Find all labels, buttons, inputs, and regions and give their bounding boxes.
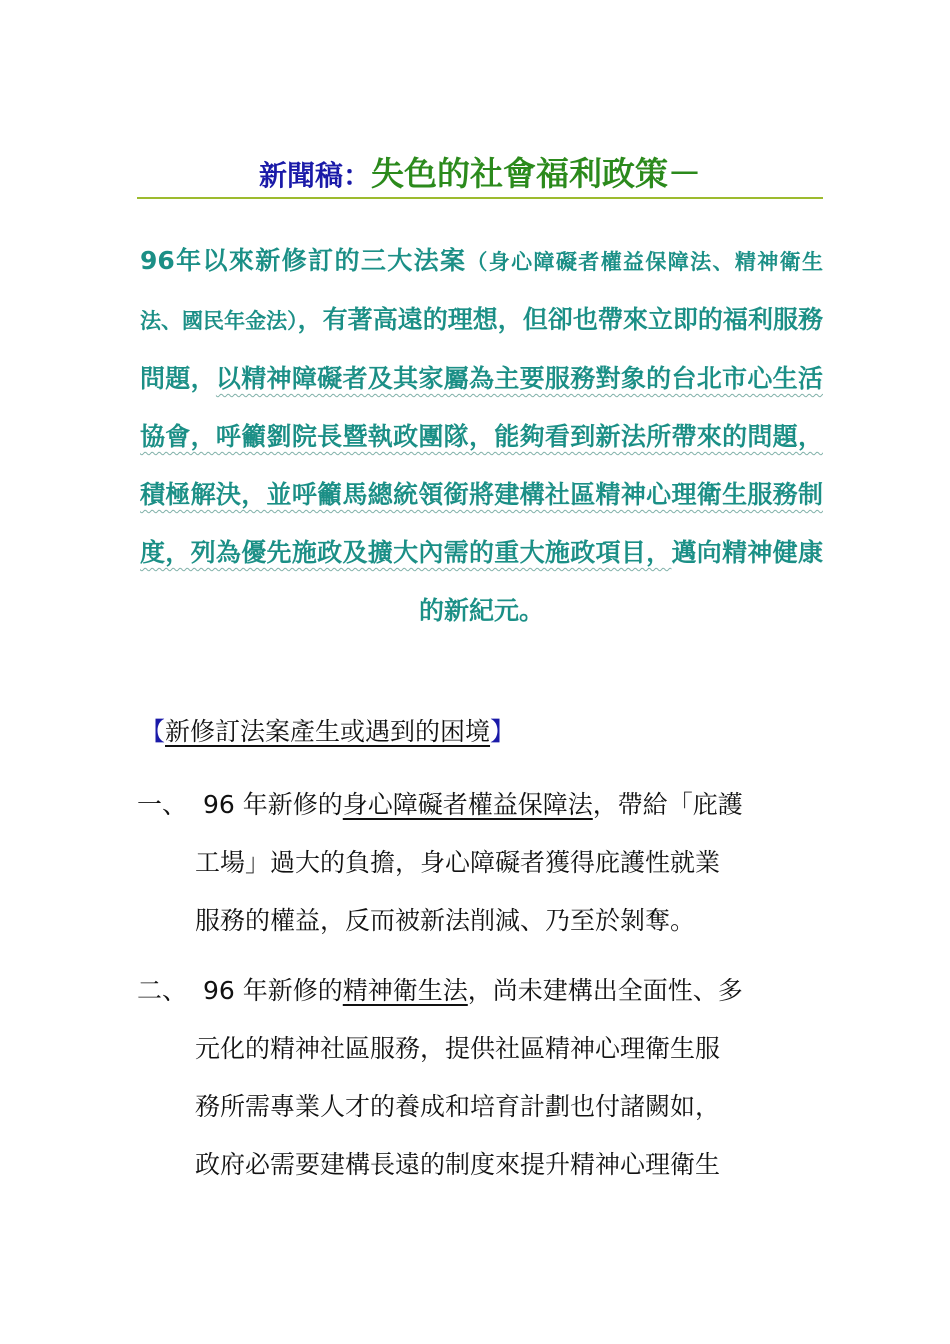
title-label: 新聞稿： — [258, 159, 371, 192]
item-number: 96 — [203, 790, 235, 819]
item-pre: 年新修的 — [242, 790, 343, 819]
list-item-line: 政府必需要建構長遠的制度來提升精神心理衛生 — [195, 1150, 721, 1179]
item-law-name: 精神衛生法 — [342, 976, 468, 1005]
item-post: ，帶給「庇護 — [592, 790, 743, 819]
list-item-first-line — [195, 962, 827, 1020]
intro-text-3: 邁向精神健康的新紀元 — [418, 538, 823, 625]
list-item-line: 務所需專業人才的養成和培育計劃也付諸闕如， — [195, 1092, 721, 1121]
section-bracket-open: 【 — [140, 717, 166, 746]
item-post: ，尚未建構出全面性、多 — [467, 976, 743, 1005]
section-heading — [140, 712, 515, 748]
section-heading-text: 新修訂法案產生或遇到的困境 — [165, 717, 491, 746]
list-marker: 二、 — [137, 976, 188, 1005]
list-item-line: 元化的精神社區服務，提供社區精神心理衛生服 — [195, 1034, 721, 1063]
section-bracket-close: 】 — [490, 717, 516, 746]
list-item-2 — [137, 962, 827, 1194]
list-item-line: 服務的權益，反而被新法削減、乃至於剝奪。 — [195, 906, 696, 935]
intro-end: 。 — [519, 596, 545, 625]
intro-paren: （身心障礙者權益保障法、精神衛生法、國民年金法） — [140, 249, 823, 333]
intro-wavy-text: 以精神障礙者及其家屬為主要服務對象的台北市心生活協會，呼籲劉院長暨執政團隊，能夠看到新法所帶來的問題，積極解決，並呼籲馬總統領銜將建構社區精神心理衛生服務制度，列為優先施政及擴大內需的重大施政項目， — [140, 364, 823, 567]
list-item-1 — [137, 776, 827, 950]
page-title — [137, 148, 823, 195]
intro-paragraph — [140, 232, 823, 640]
item-law-name: 身心障礙者權益保障法 — [342, 790, 593, 819]
intro-text-1: 年以來新修訂的三大法案 — [174, 246, 467, 275]
item-number: 96 — [203, 976, 235, 1005]
list-item-first-line — [195, 776, 827, 834]
list-item-line: 工場」過大的負擔，身心障礙者獲得庇護性就業 — [195, 848, 721, 877]
title-divider — [137, 197, 823, 199]
intro-text-2: ，有著高遠的理想，但卻也帶來立即的福利服務問題， — [140, 305, 823, 393]
title-main: 失色的社會福利政策－ — [371, 154, 701, 193]
item-pre: 年新修的 — [242, 976, 343, 1005]
list-marker: 一、 — [137, 790, 188, 819]
intro-number: 96 — [140, 246, 175, 275]
